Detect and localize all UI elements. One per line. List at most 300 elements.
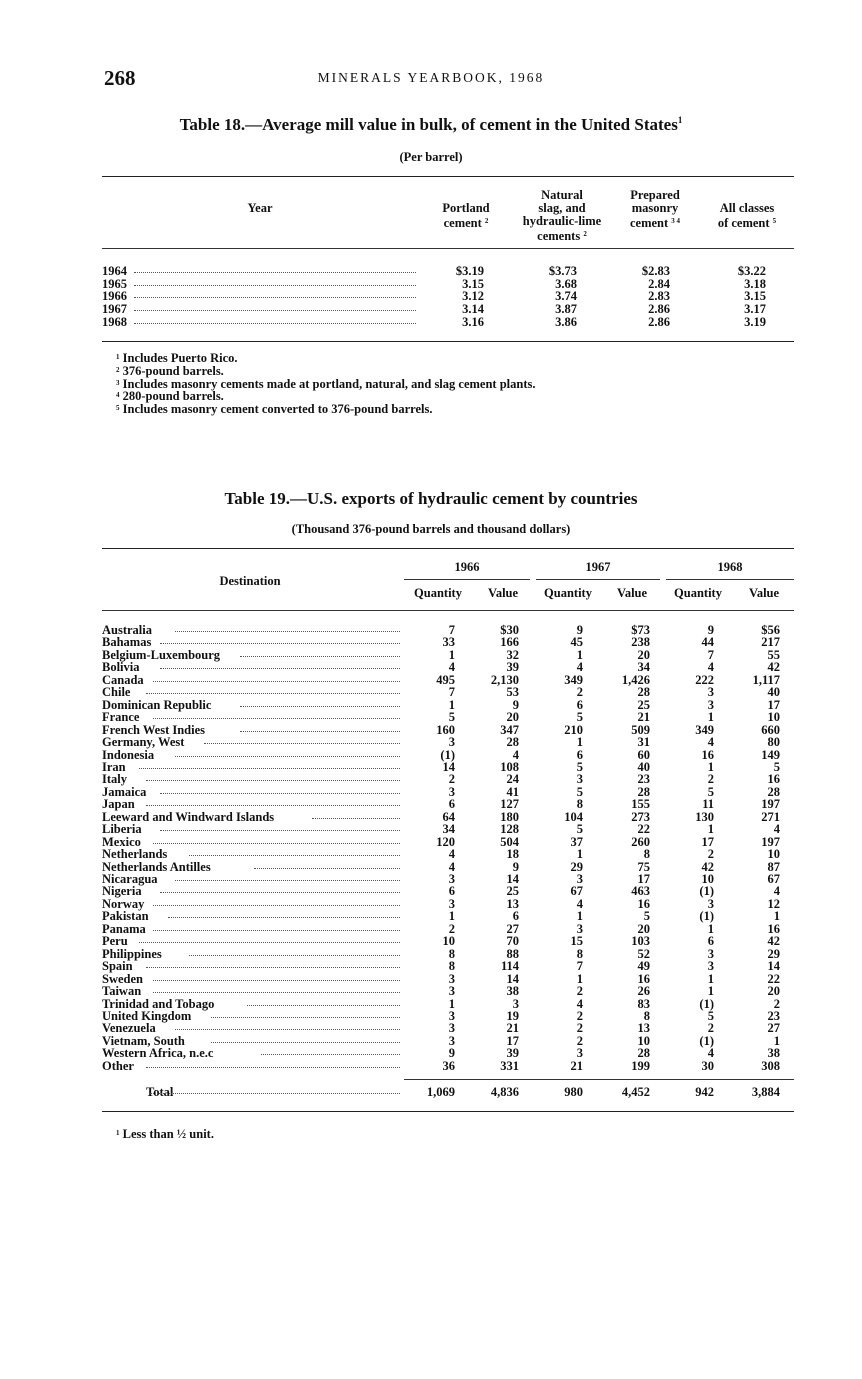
dot-leader [168,917,400,918]
cell-value-1966: 41 [506,784,519,799]
cell-quantity-1966: 4 [448,847,455,862]
cell-quantity-1968: 4 [707,660,714,675]
cell-value-1967: 10 [637,1033,650,1048]
dot-leader [211,1042,400,1043]
cell-quantity-1967: 37 [570,834,583,849]
dot-leader [160,643,400,644]
cell-value-1966: 24 [506,772,519,787]
table18-top-rule [102,176,794,177]
dot-leader [134,297,416,298]
footnote-mark: 1 [116,353,120,361]
row-destination: Iran [102,759,126,774]
table-row [102,910,792,923]
cell-quantity-1966: 3 [448,872,455,886]
footnote-mark: 1 [116,1129,120,1137]
cell-value-1968: 14 [767,959,780,974]
cell-value-1967: 20 [637,921,650,936]
cell-quantity-1966: 4 [448,660,455,675]
table18-header-portland [430,202,502,230]
header-line: masonry [631,201,679,215]
cell-quantity-1968: (1) [699,996,714,1011]
cell-value-1966: 9 [512,859,519,874]
header-value-1967: Value [616,586,648,600]
cell-value-1966: 331 [500,1058,519,1073]
header-line: slag, and [538,201,586,215]
row-destination: Western Africa, n.e.c [102,1046,214,1061]
cell-quantity-1968: 222 [695,672,714,687]
running-head: MINERALS YEARBOOK, 1968 [317,70,545,85]
cell-value-1968: $56 [761,623,780,637]
table18-header-natural [510,189,614,243]
cell-value-1968: 5 [773,759,780,774]
cell-quantity-1968: 2 [707,772,714,787]
cell-value-1966: 19 [506,1008,519,1023]
cell-value-1968: 149 [761,747,780,762]
cell-natural: 3.87 [555,302,577,317]
cell-quantity-1966: 3 [448,984,455,999]
cell-quantity-1967: 2 [576,1033,583,1048]
cell-quantity-1966: 3 [448,1021,455,1036]
table-row [102,661,792,674]
cell-quantity-1966: 6 [448,797,455,812]
dot-leader [189,955,400,956]
cell-value-1968: 660 [761,722,780,737]
header-quantity-1968: Quantity [674,586,722,600]
table18-subtitle: (Per barrel) [399,150,463,164]
row-destination: Panama [102,921,146,936]
header-note: 5 [772,217,777,225]
footnote [116,351,238,365]
header-note: 3 4 [671,217,681,225]
cell-portland: $3.19 [455,264,484,278]
cell-quantity-1968: 17 [701,834,714,849]
cell-quantity-1967: 5 [576,759,583,774]
dot-leader [153,843,400,844]
cell-quantity-1967: 4 [576,896,583,911]
cell-quantity-1968: (1) [699,884,714,899]
cell-quantity-1967: 5 [576,710,583,725]
row-destination: Nigeria [102,884,142,899]
cell-value-1966: 25 [506,884,519,899]
table-row [102,786,792,799]
cell-value-1966: 6 [512,909,519,924]
cell-value-1967: 16 [637,896,650,911]
footnote-text: Less than ½ unit. [122,1127,214,1141]
cell-quantity-1968: 5 [707,1008,714,1023]
cell-value-1966: 39 [506,1046,519,1061]
dot-leader [150,1093,400,1094]
cell-quantity-1967: 349 [564,672,583,687]
cell-quantity-1968: 2 [707,847,714,862]
cell-quantity-1968: 44 [701,635,714,650]
cell-quantity-1967: 3 [576,872,583,886]
table-row [102,985,792,998]
row-destination: Sweden [102,971,143,986]
header-note: 2 [583,230,587,238]
cell-quantity-1966: 64 [442,809,455,824]
table18-header-all [704,202,790,230]
cell-value-1966: 128 [500,822,519,837]
cell-value-1968: 197 [761,797,780,812]
cell-quantity-1966: 495 [436,672,455,687]
cell-value-1966: 88 [506,946,519,961]
table18-bottom-rule [102,341,794,342]
cell-quantity-1968: 3 [707,959,714,974]
cell-masonry: 2.86 [648,314,670,329]
row-year: 1967 [102,302,127,317]
cell-value-1968: 29 [767,946,780,961]
cell-quantity-1968: 1 [707,822,714,837]
cell-quantity-1968: 16 [701,747,714,762]
cell-quantity-1967: 67 [570,884,583,899]
row-year: 1964 [102,264,127,278]
footnote [116,389,224,403]
dot-leader [153,718,400,719]
cell-quantity-1967: 3 [576,921,583,936]
year-rule-1967 [536,579,660,580]
header-line-noted [614,215,696,230]
cell-quantity-1967: 1 [576,909,583,924]
cell-value-1967: 5 [643,909,650,924]
cell-quantity-1968: (1) [699,909,714,924]
cell-masonry: 2.86 [648,302,670,317]
cell-value-1967: 4,452 [621,1085,650,1099]
cell-all: 3.19 [744,314,766,329]
cell-quantity-1968: 30 [701,1058,714,1073]
total-row [102,1086,792,1099]
cell-quantity-1967: 5 [576,822,583,837]
table-row [102,649,792,662]
cell-value-1968: 23 [767,1008,780,1023]
cell-quantity-1966: 6 [448,884,455,899]
cell-value-1968: 16 [767,772,780,787]
dot-leader [189,855,400,856]
header-note: 2 [484,217,489,225]
header-line: hydraulic-lime [522,214,602,228]
cell-quantity-1968: 5 [707,784,714,799]
cell-quantity-1966: 120 [436,834,455,849]
cell-value-1966: 14 [506,872,519,886]
cell-quantity-1966: 1,069 [426,1085,455,1099]
cell-quantity-1966: 160 [436,722,455,737]
cell-value-1966: 13 [506,896,519,911]
cell-value-1967: 199 [631,1058,650,1073]
dot-leader [175,631,400,632]
cell-quantity-1968: 1 [707,759,714,774]
dot-leader [134,272,416,273]
table18-title-note: 1 [677,115,683,125]
cell-value-1966: 4,836 [490,1085,519,1099]
cell-value-1966: 4 [512,747,519,762]
footnote [116,377,536,391]
cell-value-1968: 2 [773,996,780,1011]
header-line: cement [443,216,482,230]
cell-quantity-1966: 7 [448,623,455,637]
cell-value-1966: 108 [500,759,519,774]
table19-top-rule [102,548,794,549]
dot-leader [312,818,400,819]
cell-value-1967: 40 [637,759,650,774]
table-row [102,1060,792,1073]
cell-quantity-1967: 1 [576,647,583,662]
cell-value-1966: 347 [500,722,519,737]
cell-value-1966: 20 [506,710,519,725]
cell-value-1966: 17 [506,1033,519,1048]
cell-value-1968: 40 [767,685,780,700]
table-row [102,711,792,724]
cell-value-1967: 28 [637,1046,650,1061]
cell-quantity-1967: 6 [576,697,583,712]
row-destination: Venezuela [102,1021,156,1036]
cell-value-1966: 504 [500,834,519,849]
footnote-text: Includes masonry cement converted to 376-pound barrels. [122,402,433,417]
table19-subtitle: (Thousand 376-pound barrels and thousand dollars) [291,522,571,536]
cell-all: 3.17 [744,302,766,317]
year-rule-1968 [666,579,794,580]
footnote-mark: 3 [116,378,120,387]
header-line-noted [510,228,614,243]
table19-year-1968: 1968 [717,560,743,574]
cell-value-1967: 103 [631,934,650,949]
table19-footnote [116,1127,214,1141]
cell-value-1967: 260 [631,834,650,849]
table-row [102,736,792,749]
table-row [102,290,792,303]
cell-quantity-1967: 4 [576,660,583,675]
cell-value-1967: 273 [631,809,650,824]
cell-value-1968: 10 [767,710,780,725]
row-destination: Australia [102,623,152,637]
footnote-text: 280-pound barrels. [122,389,224,404]
cell-value-1966: $30 [500,623,519,637]
table19-bottom-rule [102,1111,794,1112]
cell-portland: 3.16 [462,314,484,329]
cell-quantity-1967: 2 [576,1008,583,1023]
table19-year-1967: 1967 [585,560,611,574]
row-destination: Norway [102,896,145,911]
cell-quantity-1966: 36 [442,1058,455,1073]
footnote-text: 376-pound barrels. [122,363,224,378]
cell-masonry: 2.83 [648,289,670,304]
cell-value-1966: 70 [506,934,519,949]
row-destination: Netherlands [102,847,168,862]
table-row [102,935,792,948]
table18-header-rule [102,248,794,249]
row-destination: Trinidad and Tobago [102,996,215,1011]
cell-quantity-1967: 21 [570,1058,583,1073]
dot-leader [146,1067,400,1068]
cell-quantity-1968: 1 [707,984,714,999]
cell-quantity-1967: 980 [564,1085,583,1099]
dot-leader [134,323,416,324]
dot-leader [153,980,400,981]
cell-value-1966: 166 [500,635,519,650]
header-value-1968: Value [748,586,780,600]
dot-leader [175,1029,400,1030]
cell-value-1968: 3,884 [751,1085,780,1099]
cell-quantity-1967: 8 [576,946,583,961]
row-destination: Dominican Republic [102,697,212,712]
header-line: All classes [719,201,775,215]
cell-value-1967: 21 [637,710,650,725]
year-rule-1966 [404,579,530,580]
table-row [102,724,792,737]
table19-title: Table 19.—U.S. exports of hydraulic cement by countries [224,489,638,508]
cell-value-1966: 32 [506,647,519,662]
cell-value-1968: 38 [767,1046,780,1061]
dot-leader [211,1017,400,1018]
cell-value-1967: 31 [637,735,650,750]
cell-quantity-1966: 3 [448,735,455,750]
cell-quantity-1966: 3 [448,971,455,986]
cell-value-1966: 27 [506,921,519,936]
cell-masonry: 2.84 [648,276,670,291]
row-destination: Bolivia [102,660,140,675]
cell-quantity-1968: 349 [695,722,714,737]
cell-value-1966: 53 [506,685,519,700]
cell-value-1967: 52 [637,946,650,961]
dot-leader [153,930,400,931]
cell-value-1967: 238 [631,635,650,650]
row-destination: Belgium-Luxembourg [102,647,221,662]
row-destination: Italy [102,772,127,787]
dot-leader [146,805,400,806]
cell-value-1966: 14 [506,971,519,986]
row-destination: Netherlands Antilles [102,859,211,874]
footnote-mark: 2 [116,365,120,374]
cell-value-1966: 18 [506,847,519,862]
header-line: cements [537,229,581,243]
cell-value-1967: 509 [631,722,650,737]
cell-quantity-1968: 2 [707,1021,714,1036]
dot-leader [175,756,400,757]
table19-total-rule [404,1079,794,1080]
row-destination: Chile [102,685,131,700]
row-destination: United Kingdom [102,1008,192,1023]
cell-value-1968: 42 [767,934,780,949]
dot-leader [240,731,400,732]
cell-value-1968: 16 [767,921,780,936]
cell-value-1968: 217 [761,635,780,650]
table-row [102,848,792,861]
table-row [102,265,792,278]
cell-value-1967: 28 [637,685,650,700]
cell-quantity-1968: (1) [699,1033,714,1048]
row-destination: Germany, West [102,735,185,750]
cell-quantity-1966: 3 [448,1008,455,1023]
cell-value-1967: 25 [637,697,650,712]
cell-quantity-1966: 7 [448,685,455,700]
cell-quantity-1966: 5 [448,710,455,725]
header-line: Natural [541,188,583,202]
cell-quantity-1966: 3 [448,896,455,911]
dot-leader [153,681,400,682]
cell-quantity-1968: 6 [707,934,714,949]
cell-quantity-1968: 42 [701,859,714,874]
row-destination: Spain [102,959,133,974]
cell-quantity-1968: 10 [701,872,714,886]
cell-quantity-1966: 1 [448,697,455,712]
table-row [102,1047,792,1060]
cell-value-1968: 28 [767,784,780,799]
row-destination: Canada [102,672,144,687]
dot-leader [146,780,400,781]
cell-value-1967: 60 [637,747,650,762]
cell-value-1967: 8 [643,1008,650,1023]
cell-quantity-1966: 10 [442,934,455,949]
cell-value-1967: 34 [637,660,650,675]
dot-leader [261,1054,400,1055]
cell-quantity-1966: 2 [448,772,455,787]
cell-quantity-1967: 5 [576,784,583,799]
table18-header-year: Year [247,201,273,215]
dot-leader [139,768,400,769]
cell-value-1967: 16 [637,971,650,986]
page-number: 268 [104,66,136,90]
cell-quantity-1968: 3 [707,946,714,961]
table-row [102,823,792,836]
cell-value-1967: 13 [637,1021,650,1036]
cell-value-1968: 22 [767,971,780,986]
cell-value-1968: 10 [767,847,780,862]
table-row [102,973,792,986]
cell-quantity-1967: 2 [576,984,583,999]
cell-natural: $3.73 [548,264,577,278]
table-row [102,998,792,1011]
cell-quantity-1967: 3 [576,1046,583,1061]
cell-quantity-1967: 2 [576,1021,583,1036]
cell-quantity-1967: 2 [576,685,583,700]
dot-leader [160,793,400,794]
cell-value-1966: 127 [500,797,519,812]
header-quantity-1966: Quantity [414,586,462,600]
cell-value-1966: 9 [512,697,519,712]
dot-leader [146,693,400,694]
row-year: 1966 [102,289,127,304]
dot-leader [134,310,416,311]
cell-value-1966: 21 [506,1021,519,1036]
cell-quantity-1968: 130 [695,809,714,824]
dot-leader [240,706,400,707]
cell-value-1968: 4 [773,884,780,899]
row-destination: Other [102,1058,134,1073]
cell-quantity-1968: 3 [707,896,714,911]
cell-value-1967: 28 [637,784,650,799]
cell-value-1968: 80 [767,735,780,750]
cell-quantity-1966: 8 [448,946,455,961]
row-destination: Taiwan [102,984,142,999]
header-quantity-1967: Quantity [544,586,592,600]
row-year: 1968 [102,314,127,329]
cell-value-1967: 463 [631,884,650,899]
dot-leader [153,905,400,906]
cell-quantity-1968: 3 [707,685,714,700]
cell-quantity-1968: 11 [702,797,714,812]
row-destination: Mexico [102,834,141,849]
row-destination: Japan [102,797,135,812]
header-line-noted [430,215,502,230]
cell-quantity-1966: 8 [448,959,455,974]
cell-quantity-1967: 9 [576,623,583,637]
cell-value-1968: 4 [773,822,780,837]
footnote-mark: 4 [116,391,120,400]
cell-quantity-1966: 4 [448,859,455,874]
cell-value-1966: 3 [512,996,519,1011]
row-destination: Philippines [102,946,162,961]
table-row [102,948,792,961]
cell-quantity-1966: 9 [448,1046,455,1061]
cell-value-1967: $73 [631,623,650,637]
